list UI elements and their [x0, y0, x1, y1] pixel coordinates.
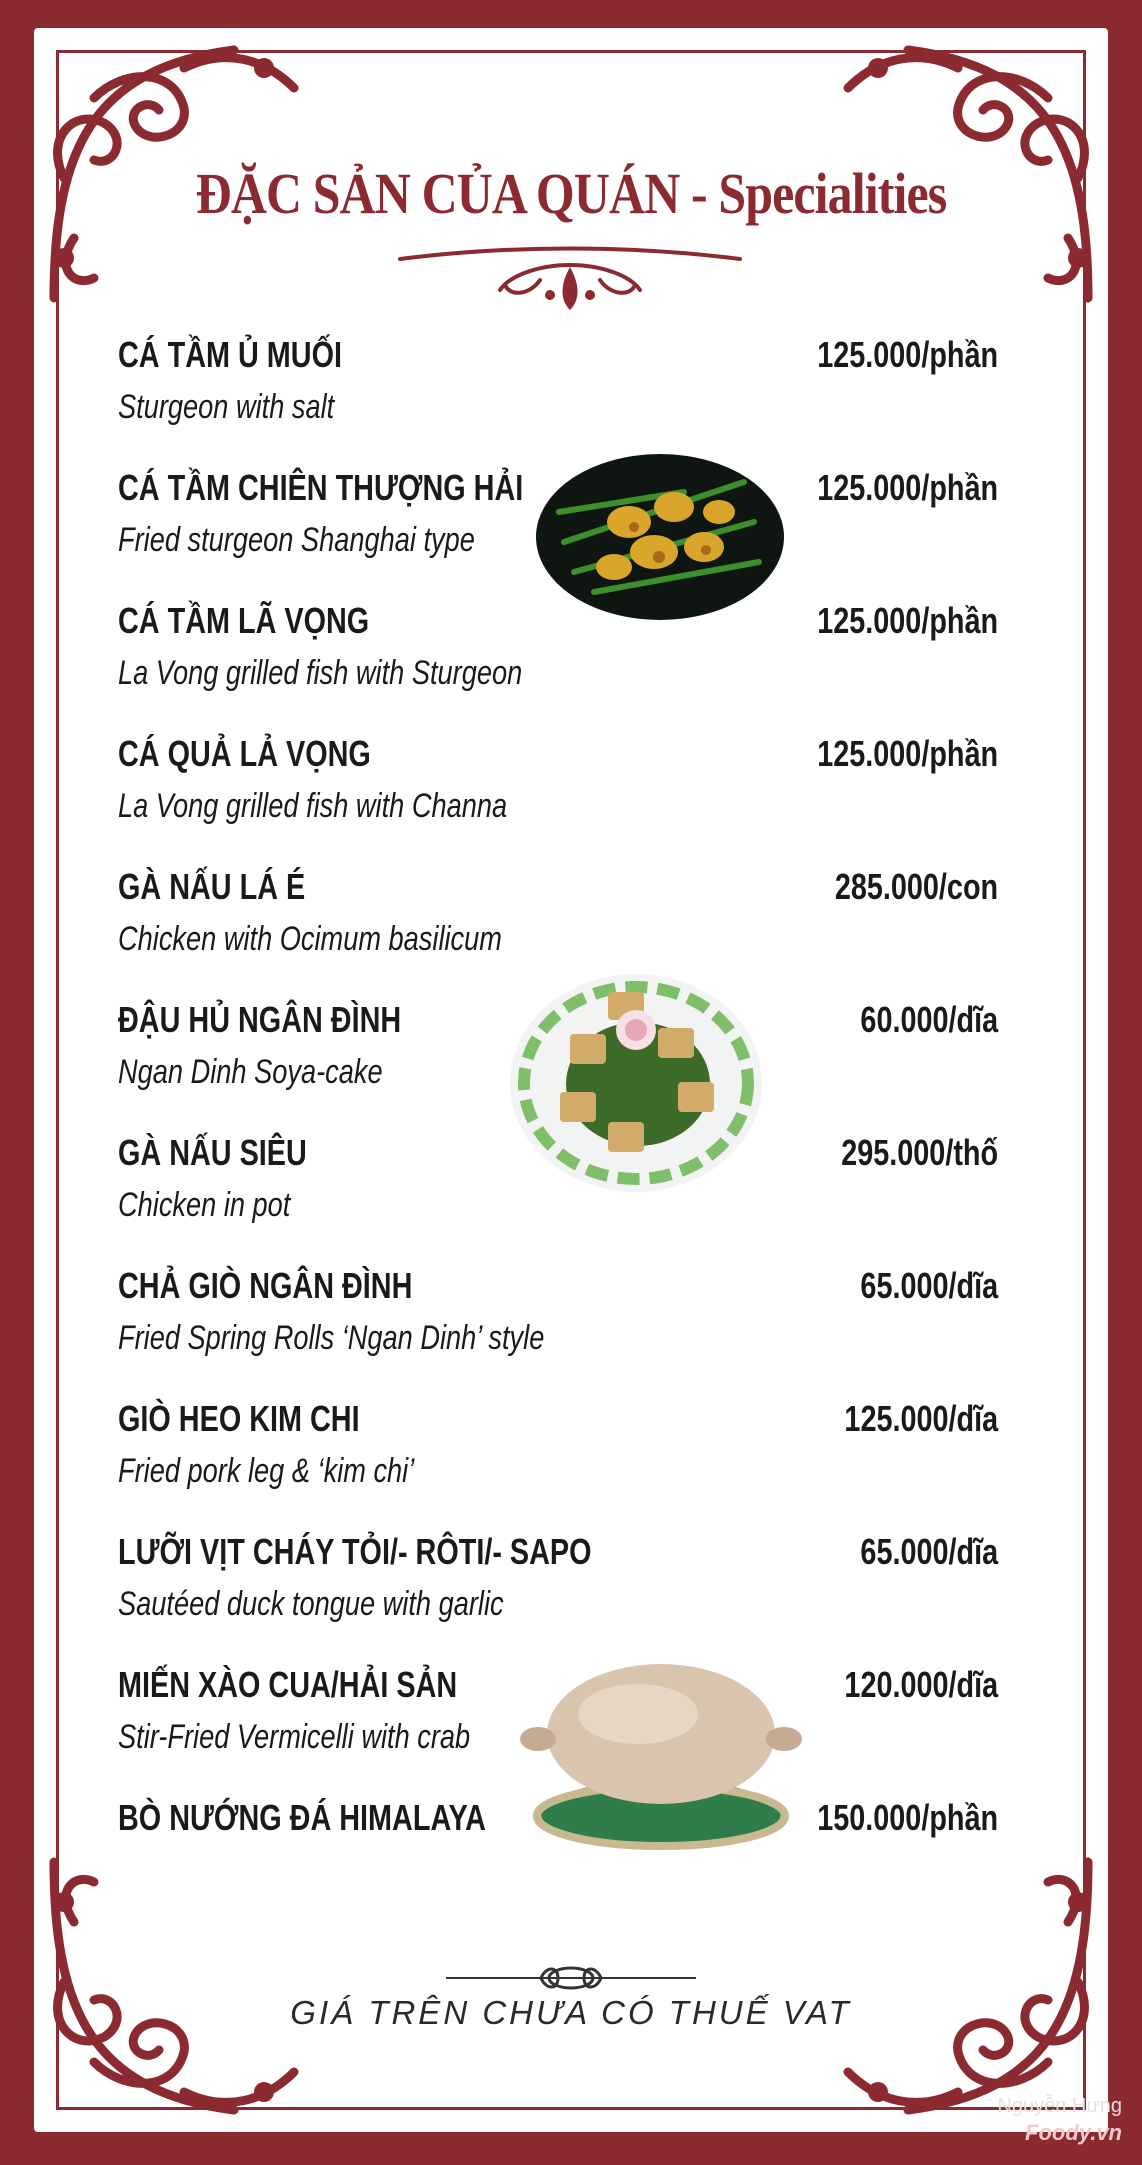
watermark-author: Nguyễn Hưng [997, 2095, 1122, 2117]
item-name: LƯỠI VỊT CHÁY TỎI/- RÔTI/- SAPO [118, 1531, 592, 1572]
item-price: 120.000/dĩa [844, 1664, 998, 1705]
item-name: CÁ TẦM CHIÊN THƯỢNG HẢI [118, 467, 524, 508]
item-price: 125.000/phần [817, 467, 998, 508]
item-name: CÁ TẦM Ủ MUỐI [118, 334, 342, 375]
bottom-left-ornament-icon [34, 1842, 324, 2132]
item-description: La Vong grilled fish with Channa [118, 787, 508, 825]
item-price: 295.000/thố [841, 1132, 998, 1173]
item-price: 125.000/dĩa [844, 1398, 998, 1439]
item-name: ĐẬU HỦ NGÂN ĐÌNH [118, 999, 402, 1040]
item-name: CÁ TẦM LÃ VỌNG [118, 600, 370, 641]
item-price: 125.000/phần [817, 334, 998, 375]
item-description: Sturgeon with salt [118, 388, 335, 426]
item-description: Fried sturgeon Shanghai type [118, 521, 475, 559]
item-price: 125.000/phần [817, 733, 998, 774]
item-price: 150.000/phần [817, 1797, 998, 1838]
item-description: Sautéed duck tongue with garlic [118, 1585, 504, 1623]
footer-flourish-icon [446, 1960, 696, 1996]
item-description: Fried Spring Rolls ‘Ngan Dinh’ style [118, 1319, 545, 1357]
item-description: La Vong grilled fish with Sturgeon [118, 654, 523, 692]
item-name: CÁ QUẢ LẢ VỌNG [118, 733, 371, 774]
fried-sturgeon-photo [534, 452, 786, 622]
item-name: MIẾN XÀO CUA/HẢI SẢN [118, 1664, 458, 1705]
item-description: Chicken in pot [118, 1186, 291, 1224]
item-price: 60.000/dĩa [860, 999, 998, 1040]
item-price: 65.000/dĩa [860, 1265, 998, 1306]
tofu-dish-photo [508, 972, 764, 1194]
item-price: 285.000/con [834, 866, 998, 907]
tax-note: GIÁ TRÊN CHƯA CÓ THUẾ VAT [290, 1994, 852, 2031]
item-name: GÀ NẤU SIÊU [118, 1132, 307, 1173]
item-name: CHẢ GIÒ NGÂN ĐÌNH [118, 1265, 413, 1306]
clay-pot-photo [518, 1644, 804, 1850]
watermark [972, 2094, 1122, 2147]
item-price: 125.000/phần [817, 600, 998, 641]
watermark-brand: Foody.vn [1025, 2120, 1122, 2145]
item-description: Chicken with Ocimum basilicum [118, 920, 502, 958]
item-name: BÒ NƯỚNG ĐÁ HIMALAYA [118, 1797, 486, 1838]
item-name: GIÒ HEO KIM CHI [118, 1398, 360, 1439]
item-price: 65.000/dĩa [860, 1531, 998, 1572]
title-flourish-icon [390, 245, 750, 315]
bottom-right-ornament-icon [818, 1842, 1108, 2132]
item-description: Fried pork leg & ‘kim chi’ [118, 1452, 415, 1490]
item-description: Stir-Fried Vermicelli with crab [118, 1718, 471, 1756]
item-name: GÀ NẤU LÁ É [118, 866, 306, 907]
page-title: ĐẶC SẢN CỦA QUÁN - Specialities [195, 161, 947, 226]
item-description: Ngan Dinh Soya-cake [118, 1053, 383, 1091]
